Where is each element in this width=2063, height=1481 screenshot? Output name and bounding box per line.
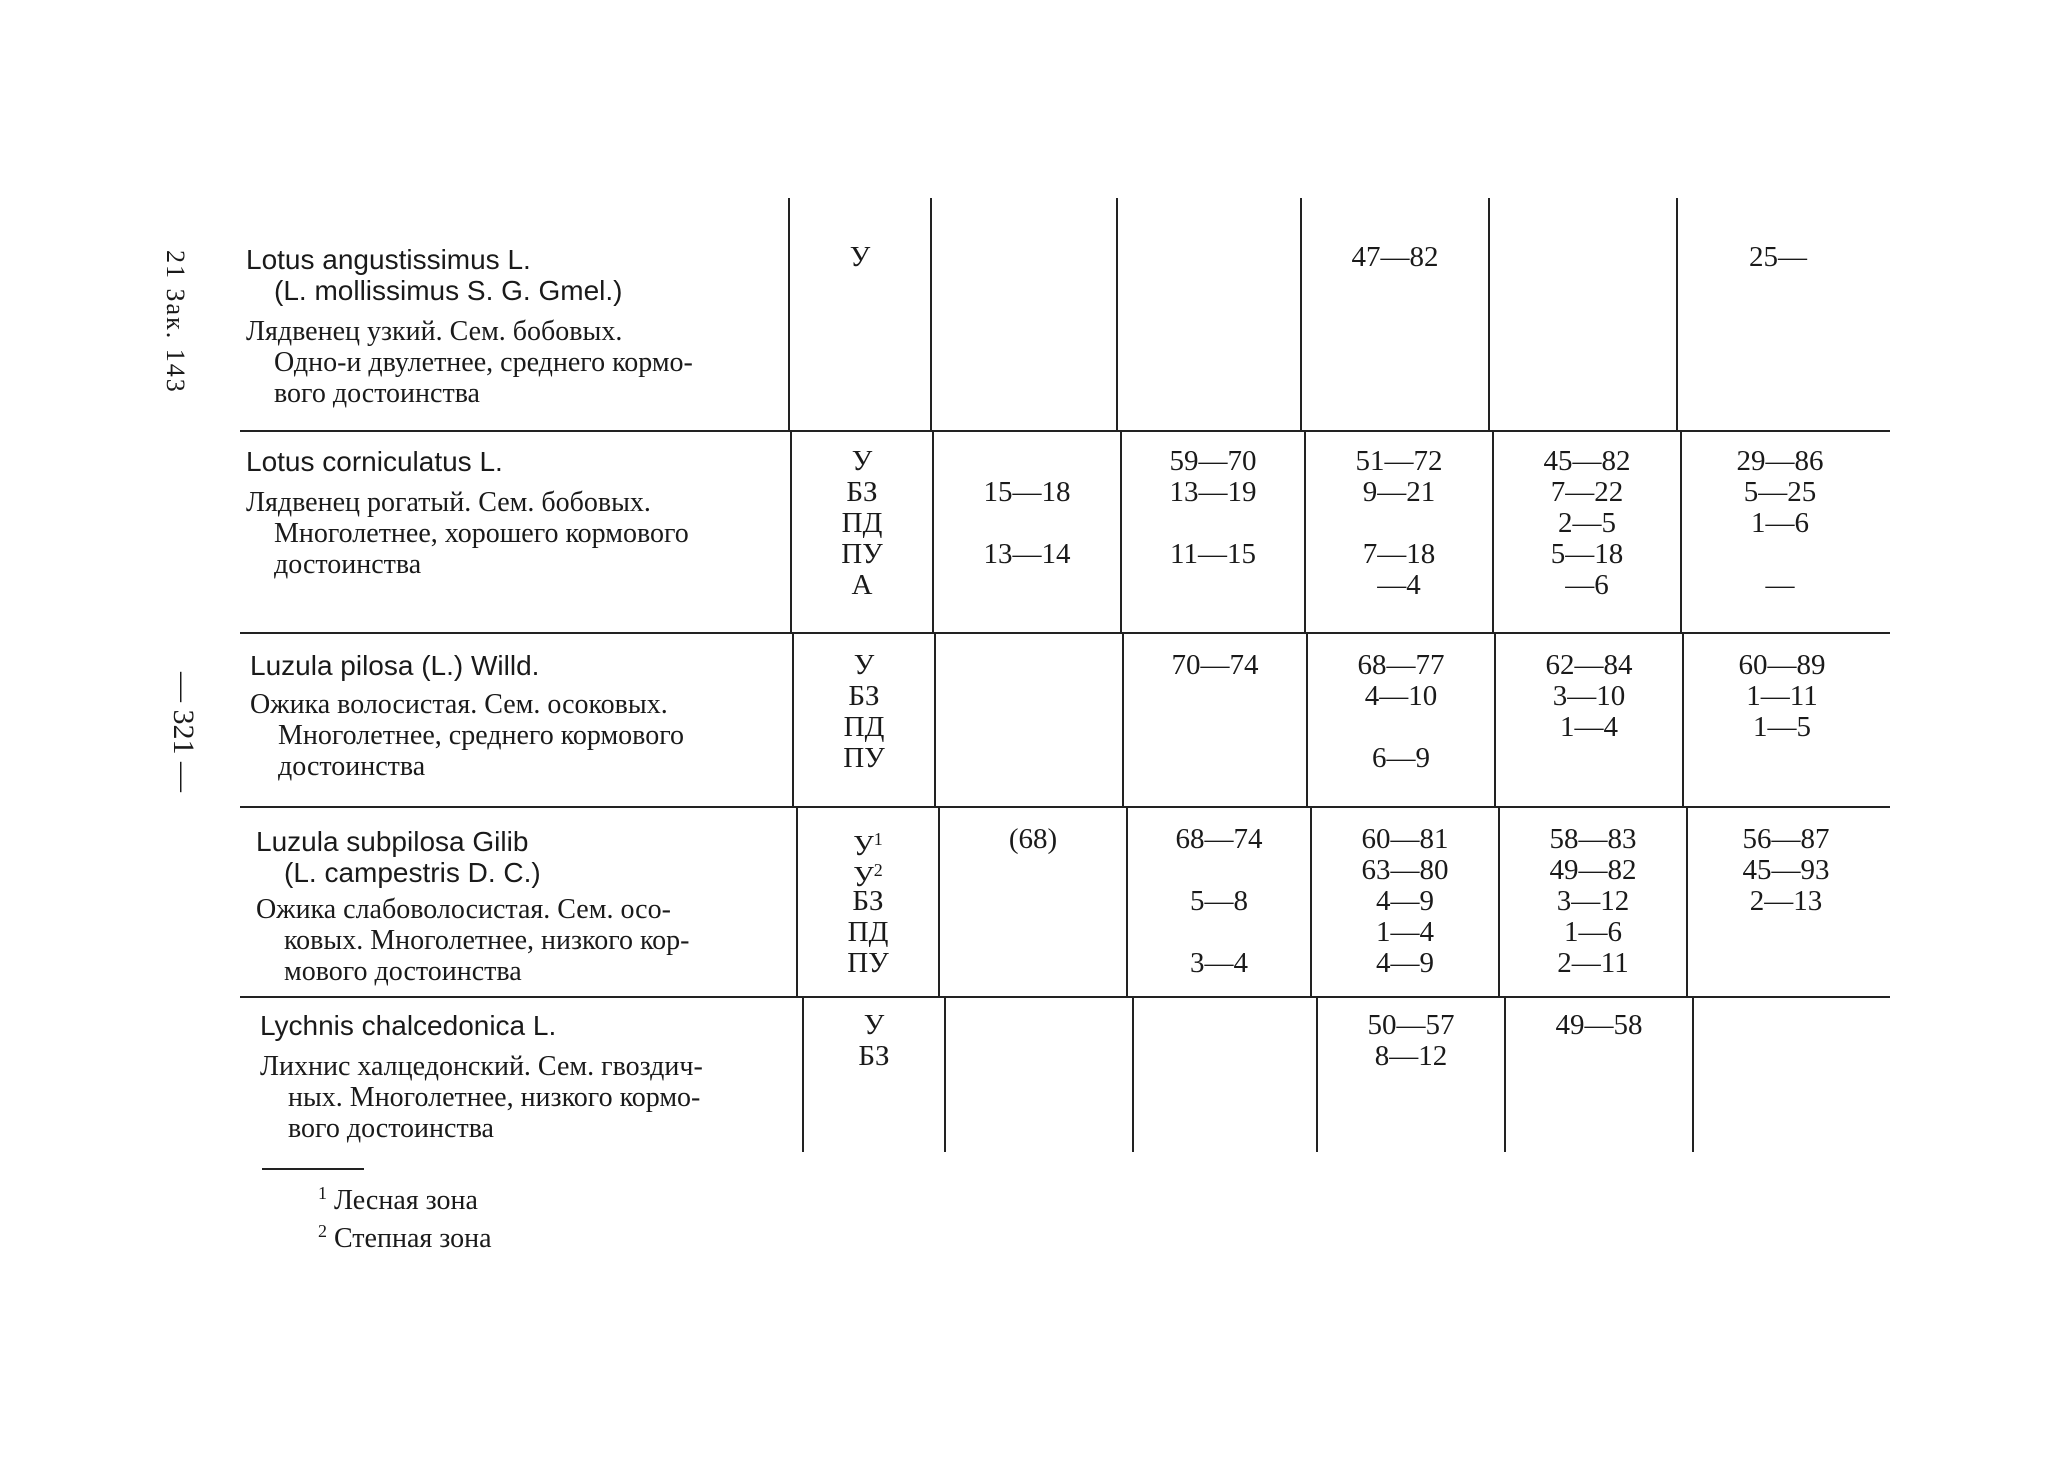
value-col-2: 70—74 [1171, 649, 1259, 681]
value-col-5: 29—86 5—25 1—6 — [1736, 445, 1824, 601]
zone-codes: У БЗ ПД ПУ А [841, 445, 883, 601]
footnotes [318, 1178, 492, 1254]
latin-name: Lotus angustissimus L. [246, 244, 531, 275]
species-description: Ожика слабоволосистая. Сем. осо- ковых. Многолетнее, низкого кор- мового достоинства [256, 894, 690, 987]
value-col-3: 50—57 8—12 [1367, 1009, 1455, 1072]
latin-synonym: (L. mollissimus S. G. Gmel.) [274, 275, 623, 306]
species-description: Лядвенец узкий. Сем. бобовых. Одно-и двулетнее, среднего кормо- вого достоинства [246, 316, 693, 409]
footnote-1: $^1$ Лесная зона [318, 1183, 478, 1216]
zone-codes: У БЗ [858, 1009, 890, 1072]
species-cell [250, 650, 790, 782]
footnote-2: $^2$ Степная зона [318, 1221, 492, 1254]
species-cell [246, 446, 786, 580]
table-row [240, 996, 1890, 1152]
zone-codes: У [849, 241, 871, 273]
value-col-1: (68) [1008, 823, 1058, 855]
value-col-3: 47—82 [1351, 241, 1439, 273]
table-row [240, 430, 1890, 632]
value-col-5: 60—89 1—11 1—5 [1738, 649, 1826, 743]
value-col-4: 58—83 49—82 3—12 1—6 2—11 [1549, 823, 1637, 979]
latin-name: Luzula subpilosa Gilib [256, 826, 529, 857]
zone-codes: У БЗ ПД ПУ [843, 649, 885, 774]
value-col-2: 59—70 13—19 11—15 [1169, 445, 1257, 570]
species-cell [246, 244, 786, 409]
value-col-1: 15—18 13—14 [983, 476, 1071, 570]
value-col-4: 45—82 7—22 2—5 5—18 —6 [1543, 445, 1631, 601]
value-col-3: 51—72 9—21 7—18 —4 [1355, 445, 1443, 601]
species-cell [260, 1010, 800, 1144]
table-row [240, 806, 1890, 996]
species-description: Ожика волосистая. Сем. осоковых. Многолетнее, среднего кормового достоинства [250, 689, 684, 782]
page-number: — 321 — [167, 672, 200, 792]
value-col-3: 68—77 4—10 6—9 [1357, 649, 1445, 774]
table-row [240, 632, 1890, 806]
species-description: Лихнис халцедонский. Сем. гвоздич- ных. Многолетнее, низкого кормо- вого достоинства [260, 1051, 703, 1144]
footnote-rule [262, 1168, 364, 1170]
value-col-4: 62—84 3—10 1—4 [1545, 649, 1633, 743]
value-col-5: 25— [1749, 241, 1807, 273]
latin-name: Lychnis chalcedonica L. [260, 1010, 557, 1041]
latin-synonym: (L. campestris D. C.) [284, 857, 541, 888]
species-description: Лядвенец рогатый. Сем. бобовых. Многолетнее, хорошего кормового достоинства [246, 487, 689, 580]
species-cell [256, 826, 796, 987]
zone-codes: $У^1$ $У^2$ БЗ ПД ПУ [847, 829, 889, 979]
latin-name: Lotus corniculatus L. [246, 446, 503, 477]
value-col-2: 68—74 5—8 3—4 [1175, 823, 1263, 979]
table-row [240, 198, 1890, 430]
value-col-4: 49—58 [1555, 1009, 1643, 1041]
value-col-3: 60—81 63—80 4—9 1—4 4—9 [1361, 823, 1449, 979]
printer-mark: 21 Зак. 143 [161, 250, 190, 394]
latin-name: Luzula pilosa (L.) Willd. [250, 650, 540, 681]
value-col-5: 56—87 45—93 2—13 [1742, 823, 1830, 917]
